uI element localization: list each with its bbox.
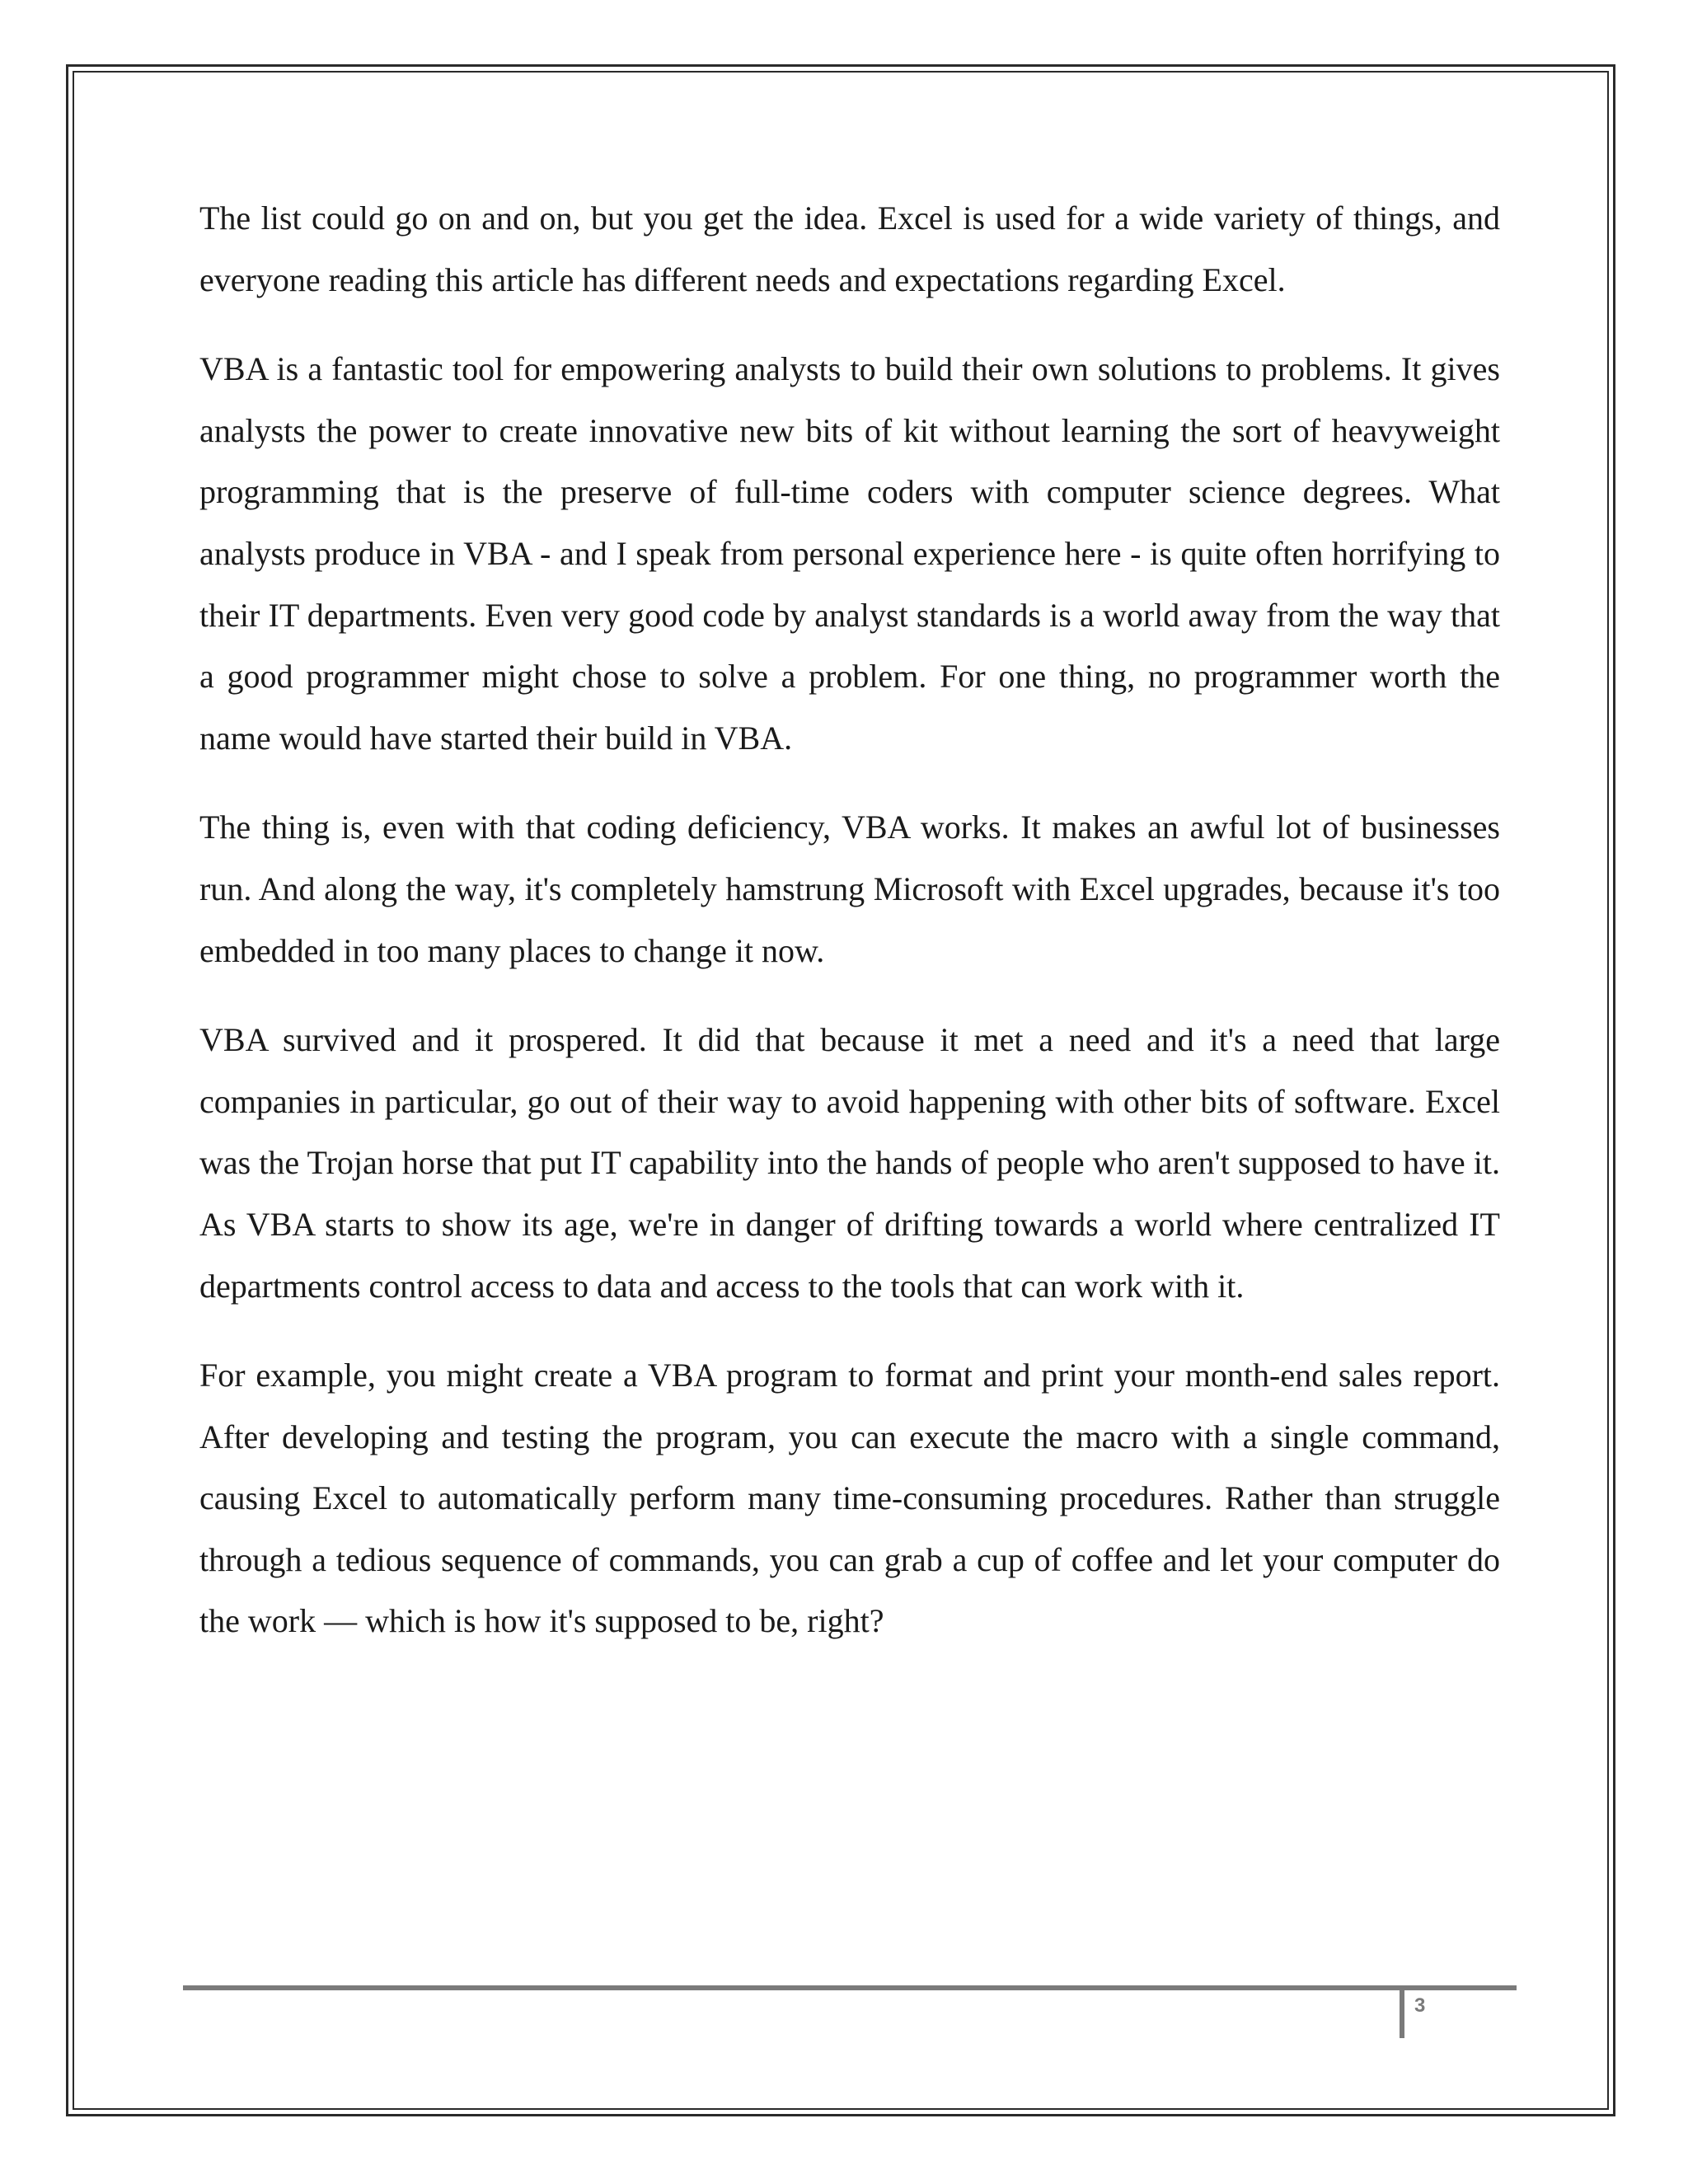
- document-body: [199, 188, 1500, 1680]
- paragraph-5: For example, you might create a VBA program to format and print your month-end sales report. After developing and testing the program, you can execute the macro with a single command, causing Excel to automatically perform many time-consuming procedures. Rather than struggle through a tedious sequence of commands, you can grab a cup of coffee and let your computer do the work — which is how it's supposed to be, right?: [199, 1357, 1500, 1640]
- paragraph-3: The thing is, even with that coding deficiency, VBA works. It makes an awful lot of businesses run. And along the way, it's completely hamstrung Microsoft with Excel upgrades, because it's too embedded in too many places to change it now.: [199, 808, 1500, 969]
- paragraph-4: VBA survived and it prospered. It did that because it met a need and it's a need that large companies in particular, go out of their way to avoid happening with other bits of software. Excel was the Trojan horse that put IT capability into the hands of people who aren't supposed to have it. As VBA starts to show its age, we're in danger of drifting towards a world where centralized IT departments control access to data and access to the tools that can work with it.: [199, 1021, 1500, 1305]
- page-number: 3: [1414, 1994, 1426, 2017]
- footer-divider-tick: [1400, 1985, 1404, 2038]
- paragraph-1: The list could go on and on, but you get the idea. Excel is used for a wide variety of things, and everyone reading this article has different needs and expectations regarding Excel.: [199, 199, 1500, 298]
- footer-rule: [183, 1985, 1517, 1990]
- paragraph-2: VBA is a fantastic tool for empowering analysts to build their own solutions to problems. It gives analysts the power to create innovative new bits of kit without learning the sort of heavyweight programming that is the preserve of full-time coders with computer science degrees. What analysts produce in VBA - and I speak from personal experience here - is quite often horrifying to their IT departments. Even very good code by analyst standards is a world away from the way that a good programmer might chose to solve a problem. For one thing, no programmer worth the name would have started their build in VBA.: [199, 350, 1500, 757]
